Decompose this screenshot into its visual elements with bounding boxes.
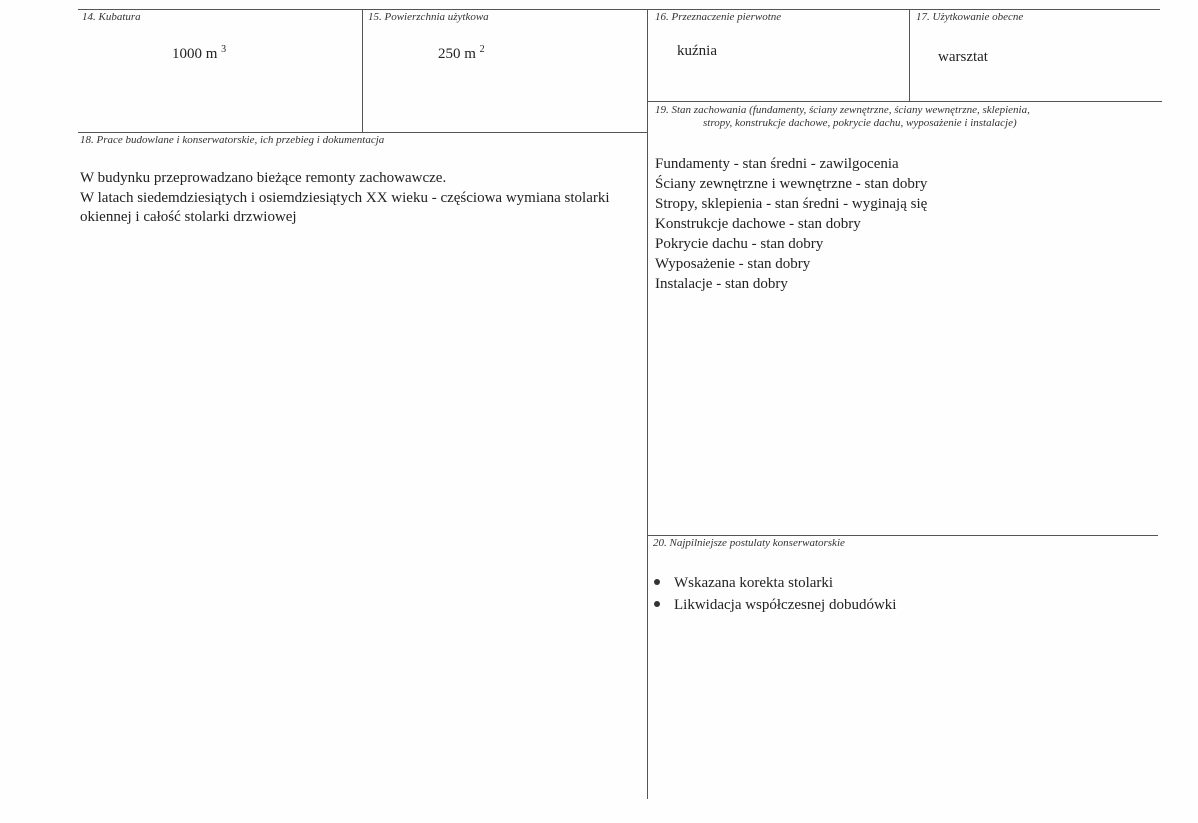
postulate-text: Likwidacja współczesnej dobudówki — [674, 597, 897, 613]
field-19-label — [655, 104, 1030, 130]
postulate-text: Wskazana korekta stolarki — [674, 575, 834, 591]
field-18-label: 18. Prace budowlane i konserwatorskie, ich przebieg i dokumentacja — [80, 134, 385, 146]
kubatura-exponent: 3 — [221, 44, 227, 55]
divider-row1-left — [78, 132, 648, 133]
field-18-line: okiennej i całość stolarki drzwiowej — [80, 209, 297, 225]
field-16-value: kuźnia — [677, 43, 717, 59]
field-14-value — [172, 40, 226, 64]
postulate-item — [654, 572, 896, 594]
field-17-value: warsztat — [938, 49, 988, 65]
field-16-label: 16. Przeznaczenie pierwotne — [655, 11, 782, 23]
postulate-item — [654, 594, 896, 616]
field-20-label: 20. Najpilniejsze postulaty konserwatorskie — [653, 537, 845, 549]
condition-line: Ściany zewnętrzne i wewnętrzne - stan dobry — [655, 176, 928, 192]
divider-19-20 — [647, 535, 1158, 536]
field-19-content — [655, 154, 927, 294]
condition-line: Wyposażenie - stan dobry — [655, 256, 811, 272]
condition-line: Konstrukcje dachowe - stan dobry — [655, 216, 861, 232]
field-18-line: W budynku przeprowadzano bieżące remonty zachowawcze. — [80, 170, 447, 186]
condition-line: Instalacje - stan dobry — [655, 276, 788, 292]
field-18-line: W latach siedemdziesiątych i osiemdziesiątych XX wieku - częściowa wymiana stolarki — [80, 189, 610, 206]
condition-line: Fundamenty - stan średni - zawilgocenia — [655, 156, 899, 172]
field-17-label: 17. Użytkowanie obecne — [916, 11, 1024, 23]
area-exponent: 2 — [479, 44, 485, 55]
field-20-list — [654, 572, 896, 616]
condition-line: Stropy, sklepienia - stan średni - wyginają się — [655, 196, 928, 212]
kubatura-value: 1000 m — [172, 46, 218, 62]
divider-15-16 — [647, 9, 648, 799]
bullet-icon — [654, 601, 660, 607]
area-value: 250 m — [438, 46, 476, 62]
bullet-icon — [654, 579, 660, 585]
field-19-label-line: 19. Stan zachowania (fundamenty, ściany zewnętrzne, ściany wewnętrzne, sklepienia, — [655, 104, 1030, 116]
field-15-label: 15. Powierzchnia użytkowa — [368, 11, 489, 23]
field-14-label: 14. Kubatura — [82, 11, 141, 23]
divider-16-17 — [909, 9, 910, 101]
divider-row1-right — [647, 101, 1162, 102]
field-19-label-line: stropy, konstrukcje dachowe, pokrycie dachu, wyposażenie i instalacje) — [703, 117, 1017, 129]
divider-14-15 — [362, 9, 363, 133]
condition-line: Pokrycie dachu - stan dobry — [655, 236, 824, 252]
field-15-value — [438, 40, 485, 64]
top-border — [78, 9, 1160, 10]
field-18-content — [80, 169, 610, 228]
